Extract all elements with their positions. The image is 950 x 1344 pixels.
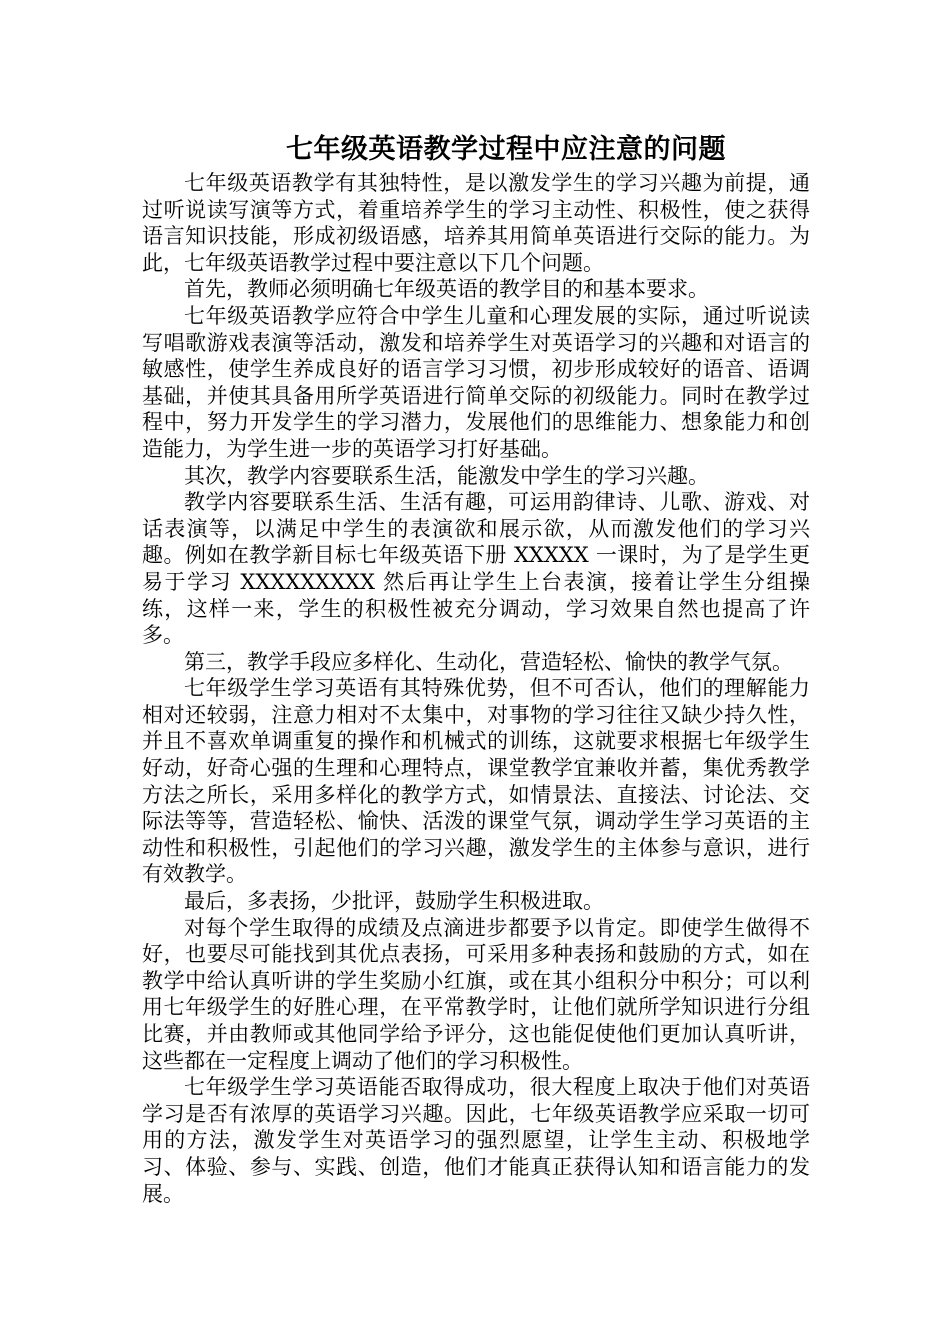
paragraph-third-point: 第三，教学手段应多样化、生动化，营造轻松、愉快的教学气氛。 <box>184 649 793 674</box>
paragraph-intro: 七年级英语教学有其独特性，是以激发学生的学习兴趣为前提，通过听说读写演等方式，着重培养学生的学习主动性、积极性，使之获得语言知识技能，形成初级语感，培养其用简单英语进行交际的能力。为此，七年级英语教学过程中要注意以下几个问题。 <box>142 171 810 275</box>
paragraph-first-detail: 七年级英语教学应符合中学生儿童和心理发展的实际，通过听说读写唱歌游戏表演等活动，激发和培养学生对英语学习的兴趣和对语言的敏感性，使学生养成良好的语言学习习惯，初步形成较好的语音、语调基础，并使其具备用所学英语进行简单交际的初级能力。同时在教学过程中，努力开发学生的学习潜力，发展他们的思维能力、想象能力和创造能力，为学生进一步的英语学习打好基础。 <box>142 303 810 461</box>
document-title: 七年级英语教学过程中应注意的问题 <box>286 134 726 165</box>
paragraph-last-point: 最后，多表扬，少批评，鼓励学生积极进取。 <box>184 889 604 914</box>
paragraph-third-detail: 七年级学生学习英语有其特殊优势，但不可否认，他们的理解能力相对还较弱，注意力相对不太集中，对事物的学习往往又缺少持久性，并且不喜欢单调重复的操作和机械式的训练，这就要求根据七年级学生好动，好奇心强的生理和心理特点，课堂教学宜兼收并蓄，集优秀教学方法之所长，采用多样化的教学方式，如情景法、直接法、讨论法、交际法等等，营造轻松、愉快、活泼的课堂气氛，调动学生学习英语的主动性和积极性，引起他们的学习兴趣，激发学生的主体参与意识，进行有效教学。 <box>142 676 810 887</box>
paragraph-conclusion: 七年级学生学习英语能否取得成功，很大程度上取决于他们对英语学习是否有浓厚的英语学习兴趣。因此，七年级英语教学应采取一切可用的方法，激发学生对英语学习的强烈愿望，让学生主动、积极地学习、体验、参与、实践、创造，他们才能真正获得认知和语言能力的发展。 <box>142 1075 810 1206</box>
document-page <box>142 130 810 1207</box>
paragraph-first-point: 首先，教师必须明确七年级英语的教学目的和基本要求。 <box>184 277 709 302</box>
paragraph-second-detail: 教学内容要联系生活、生活有趣，可运用韵律诗、儿歌、游戏、对话表演等，以满足中学生的表演欲和展示欲，从而激发他们的学习兴趣。例如在教学新目标七年级英语下册 XXXXX 一课时，为了是学生更易于学习 XXXXXXXXX 然后再让学生上台表演，接着让学生分组操练，这样一来，学生的积极性被充分调动，学习效果自然也提高了许多。 <box>142 490 810 648</box>
paragraph-second-point: 其次，教学内容要联系生活，能激发中学生的学习兴趣。 <box>184 463 709 488</box>
paragraph-last-detail: 对每个学生取得的成绩及点滴进步都要予以肯定。即使学生做得不好，也要尽可能找到其优点表扬，可采用多种表扬和鼓励的方式，如在教学中给认真听讲的学生奖励小红旗，或在其小组积分中积分；可以利用七年级学生的好胜心理，在平常教学时，让他们就所学知识进行分组比赛，并由教师或其他同学给予评分，这也能促使他们更加认真听讲，这些都在一定程度上调动了他们的学习积极性。 <box>142 915 810 1073</box>
